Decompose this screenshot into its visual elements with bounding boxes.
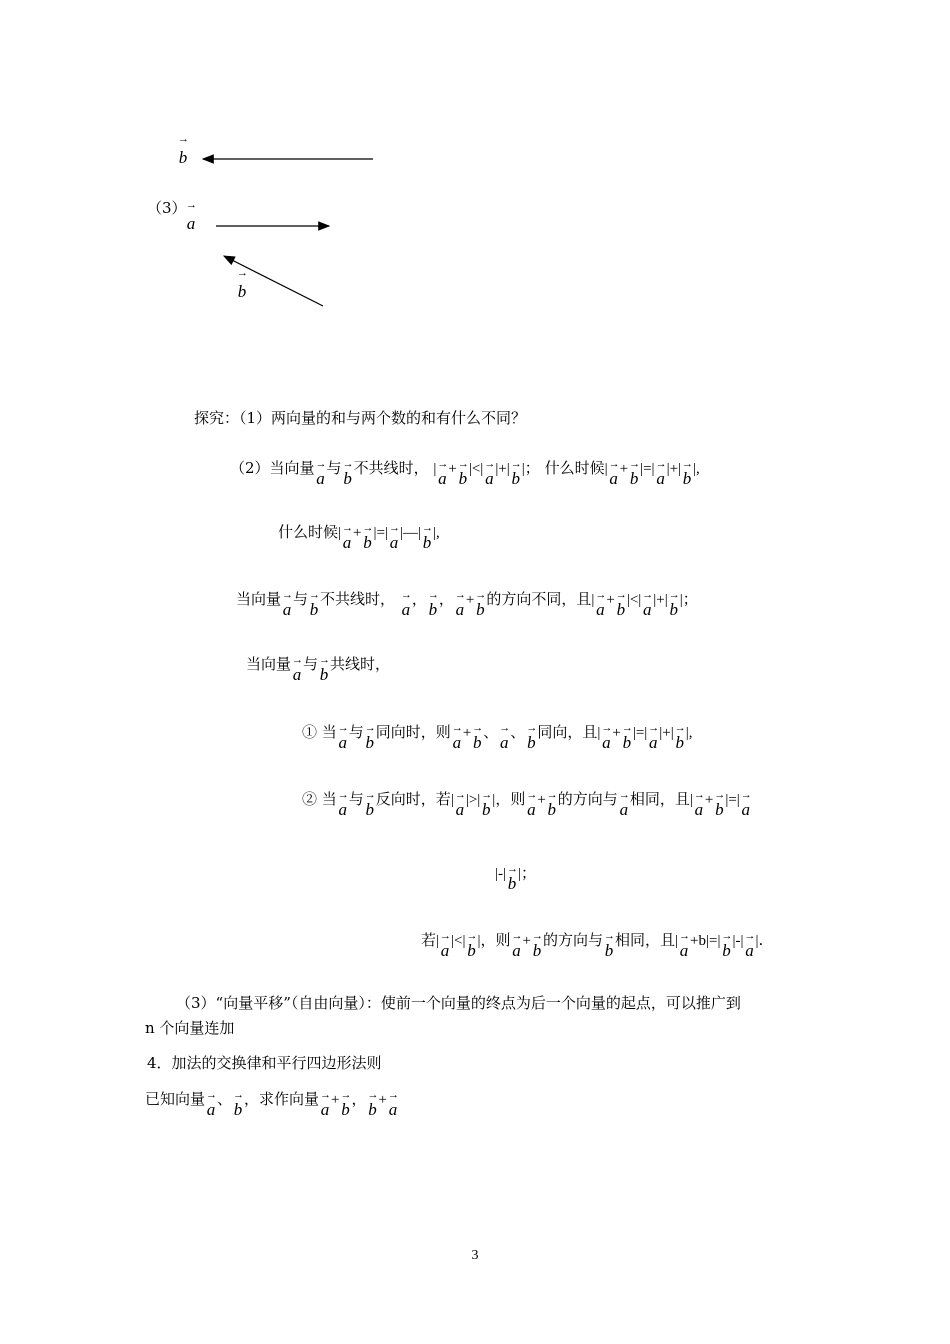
figure-a-label: → a — [185, 204, 197, 234]
page-number: 3 — [471, 1248, 479, 1263]
figure-b2-label: → b — [236, 272, 248, 302]
explore-line-2: （2）当向量→ a与→ b不共线时， |→ a +→ b |<|→ a |+|→ b |； 什么时候|→ a +→ b |=|→ a |+|→ b |, — [230, 451, 700, 485]
figure-item3-label: （3） — [147, 199, 187, 217]
explore-case-2: ② 当→ a与→ b反向时，若|→ a |>|→ b |，则→ a +→ b的方向与→ a相同，且|→ a +→ b |=|→ a — [302, 782, 752, 816]
figure-b-label: → b — [177, 138, 189, 168]
explore-title: 探究：（1）两向量的和与两个数的和有什么不同？ — [194, 409, 527, 427]
explore-line-5: 当向量→ a与→ b共线时， — [246, 647, 390, 681]
section4-task: 已知向量→ a、→ b，求作向量→ a +→ b，→ b +→ a — [145, 1082, 399, 1116]
explore-line-3: 什么时候|→ a +→ b |=|→ a |—|→ b |, — [278, 515, 440, 549]
explore-case-2-cont: |-|→ b |； — [495, 856, 536, 890]
explore-case-2b: 若|→ a |<|→ b |，则→ a +→ b的方向与→ b相同，且|→ a +b|=|→ b |-|→ a |. — [421, 923, 763, 957]
para3-line1: （3）“向量平移”（自由向量）：使前一个向量的终点为后一个向量的起点，可以推广到 — [176, 994, 741, 1012]
para3-line2: n 个向量连加 — [145, 1019, 235, 1037]
explore-case-1: ① 当→ a与→ b同向时，则→ a +→ b、→ a、→ b同向，且|→ a +→ b |=|→ a |+|→ b |, — [302, 715, 693, 749]
section4-title: 4．加法的交换律和平行四边形法则 — [147, 1054, 382, 1072]
vector-figure — [0, 0, 950, 360]
explore-line-4: 当向量→ a与→ b不共线时， → a，→ b，→ a +→ b的方向不同，且|→ a +→ b |<|→ a |+|→ b |； — [236, 582, 698, 616]
